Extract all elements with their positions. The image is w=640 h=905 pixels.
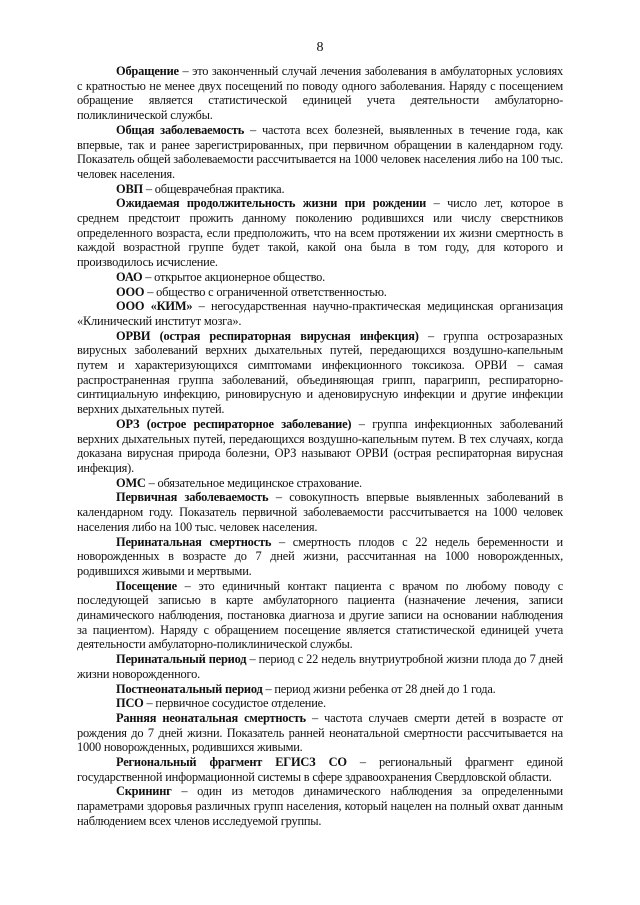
glossary-definition: – общеврачебная практика.: [142, 181, 285, 196]
glossary-entry: [77, 196, 563, 270]
glossary-term: Первичная заболеваемость: [116, 490, 269, 505]
glossary-term: ОРЗ (острое респираторное заболевание): [116, 416, 352, 431]
glossary-entry: [77, 64, 563, 123]
glossary-term: ПСО: [116, 696, 144, 711]
glossary-definition: – период с 22 недель внутриутробной жизни плода до 7 дней жизни новорожденного.: [77, 652, 563, 681]
glossary-entry: [77, 417, 563, 476]
glossary-definition: – это единичный контакт пациента с врачом по любому поводу с последующей записью в карте амбулаторного пациента (назначение лечения, записи динамического наблюдения, постановка диагноза и другие записи на основании наблюдения за пациентом). Наряду с обращением посещение является статистической единицей учета деятельности амбулаторно-поликлинической службы.: [77, 578, 563, 652]
glossary-entry: [77, 784, 563, 828]
glossary-content: [77, 64, 563, 829]
glossary-term: ОРВИ (острая респираторная вирусная инфекция): [116, 328, 419, 343]
glossary-entry: [77, 579, 563, 653]
glossary-entry: [77, 285, 563, 300]
glossary-term: ОВП: [116, 181, 143, 196]
glossary-entry: [77, 299, 563, 328]
glossary-entry: [77, 476, 563, 491]
glossary-term: Ранняя неонатальная смертность: [116, 710, 306, 725]
glossary-definition: – смертность плодов с 22 недель беременности и новорожденных в возрасте до 7 дней жизни, рассчитанная на 1000 новорожденных, родившихся живыми и мертвыми.: [77, 534, 563, 578]
glossary-term: Перинатальный период: [116, 652, 247, 667]
glossary-definition: – частота всех болезней, выявленных в течение года, как впервые, так и ранее зарегистрированных, при первичном обращении в календарном году. Показатель общей заболеваемости рассчитывается на 1000 человек населения либо на 100 тыс. человек населения.: [77, 122, 563, 181]
page-number: 8: [316, 40, 324, 55]
glossary-definition: – обязательное медицинское страхование.: [145, 475, 362, 490]
glossary-entry: [77, 490, 563, 534]
glossary-term: Постнеонатальный период: [116, 681, 263, 696]
glossary-entry: [77, 329, 563, 417]
glossary-definition: – группа острозаразных вирусных заболеваний верхних дыхательных путей, передающихся воздушно-капельным путем и характеризующихся симптомами инфекционного токсикоза. ОРВИ – самая распространенная группа заболеваний, объединяющая грипп, парагрипп, респираторно-синтициальную инфекцию, риновирусную и аденовирусную инфекции и другие инфекции верхних дыхательных путей.: [77, 328, 563, 417]
glossary-term: Посещение: [116, 578, 177, 593]
glossary-term: Ожидаемая продолжительность жизни при рождении: [116, 196, 427, 211]
glossary-definition: – период жизни ребенка от 28 дней до 1 года.: [262, 681, 496, 696]
glossary-term: Скрининг: [116, 784, 172, 799]
glossary-term: Обращение: [116, 64, 179, 78]
glossary-term: ООО «КИМ»: [116, 299, 193, 314]
glossary-definition: – частота случаев смерти детей в возрасте от рождения до 7 дней жизни. Показатель ранней неонатальной смертности рассчитывается на 1000 новорожденных, родившихся живыми.: [77, 710, 564, 755]
glossary-definition: – совокупность впервые выявленных заболеваний в календарном году. Показатель первичной заболеваемости рассчитывается на 1000 человек населения либо на 100 тыс. человек населения.: [77, 490, 563, 534]
glossary-entry: [77, 755, 563, 784]
glossary-definition: – общество с ограниченной ответственностью.: [144, 284, 387, 299]
glossary-definition: – это законченный случай лечения заболевания в амбулаторных условиях с кратностью не менее двух посещений по поводу одного заболевания. Наряду с посещением обращение является статистической единицей учета деятельности амбулаторно-поликлинической службы.: [77, 64, 563, 123]
glossary-term: ОМС: [116, 475, 146, 490]
glossary-definition: – первичное сосудистое отделение.: [143, 696, 326, 711]
glossary-definition: – негосударственная научно-практическая медицинская организация «Клинический институт мозга».: [77, 299, 564, 328]
glossary-term: Перинатальная смертность: [116, 534, 272, 549]
glossary-entry: [77, 535, 563, 579]
glossary-entry: [77, 270, 563, 285]
glossary-entry: [77, 696, 563, 711]
glossary-definition: – группа инфекционных заболеваний верхних дыхательных путей, передающихся воздушно-капельным путем. В тех случаях, когда доказана вирусная природа болезни, ОРЗ называют ОРВИ (острая респираторная вирусная инфекция).: [77, 416, 563, 475]
glossary-term: ОАО: [116, 269, 143, 284]
glossary-definition: – один из методов динамического наблюдения за определенными параметрами здоровья различных групп населения, который нацелен на полный охват данным наблюдением всех членов исследуемой группы.: [77, 784, 563, 828]
glossary-definition: – региональный фрагмент единой государственной информационной системы в сфере здравоохранения Свердловской области.: [77, 755, 563, 784]
glossary-term: Общая заболеваемость: [116, 122, 245, 137]
glossary-entry: [77, 182, 563, 197]
glossary-definition: – открытое акционерное общество.: [142, 269, 326, 284]
glossary-definition: – число лет, которое в среднем предстоит прожить данному поколению родившихся или числу сверстников определенного возраста, если предположить, что на всем протяжении их жизни смертность в каждой возрастной группе будет такой, какой она была в том году, для которого и производилось исчисление.: [77, 196, 563, 270]
glossary-entry: [77, 123, 563, 182]
glossary-term: ООО: [116, 284, 145, 299]
glossary-entry: [77, 652, 563, 681]
glossary-term: Региональный фрагмент ЕГИСЗ СО: [116, 755, 347, 770]
glossary-entry: [77, 711, 563, 755]
glossary-entry: [77, 682, 563, 697]
